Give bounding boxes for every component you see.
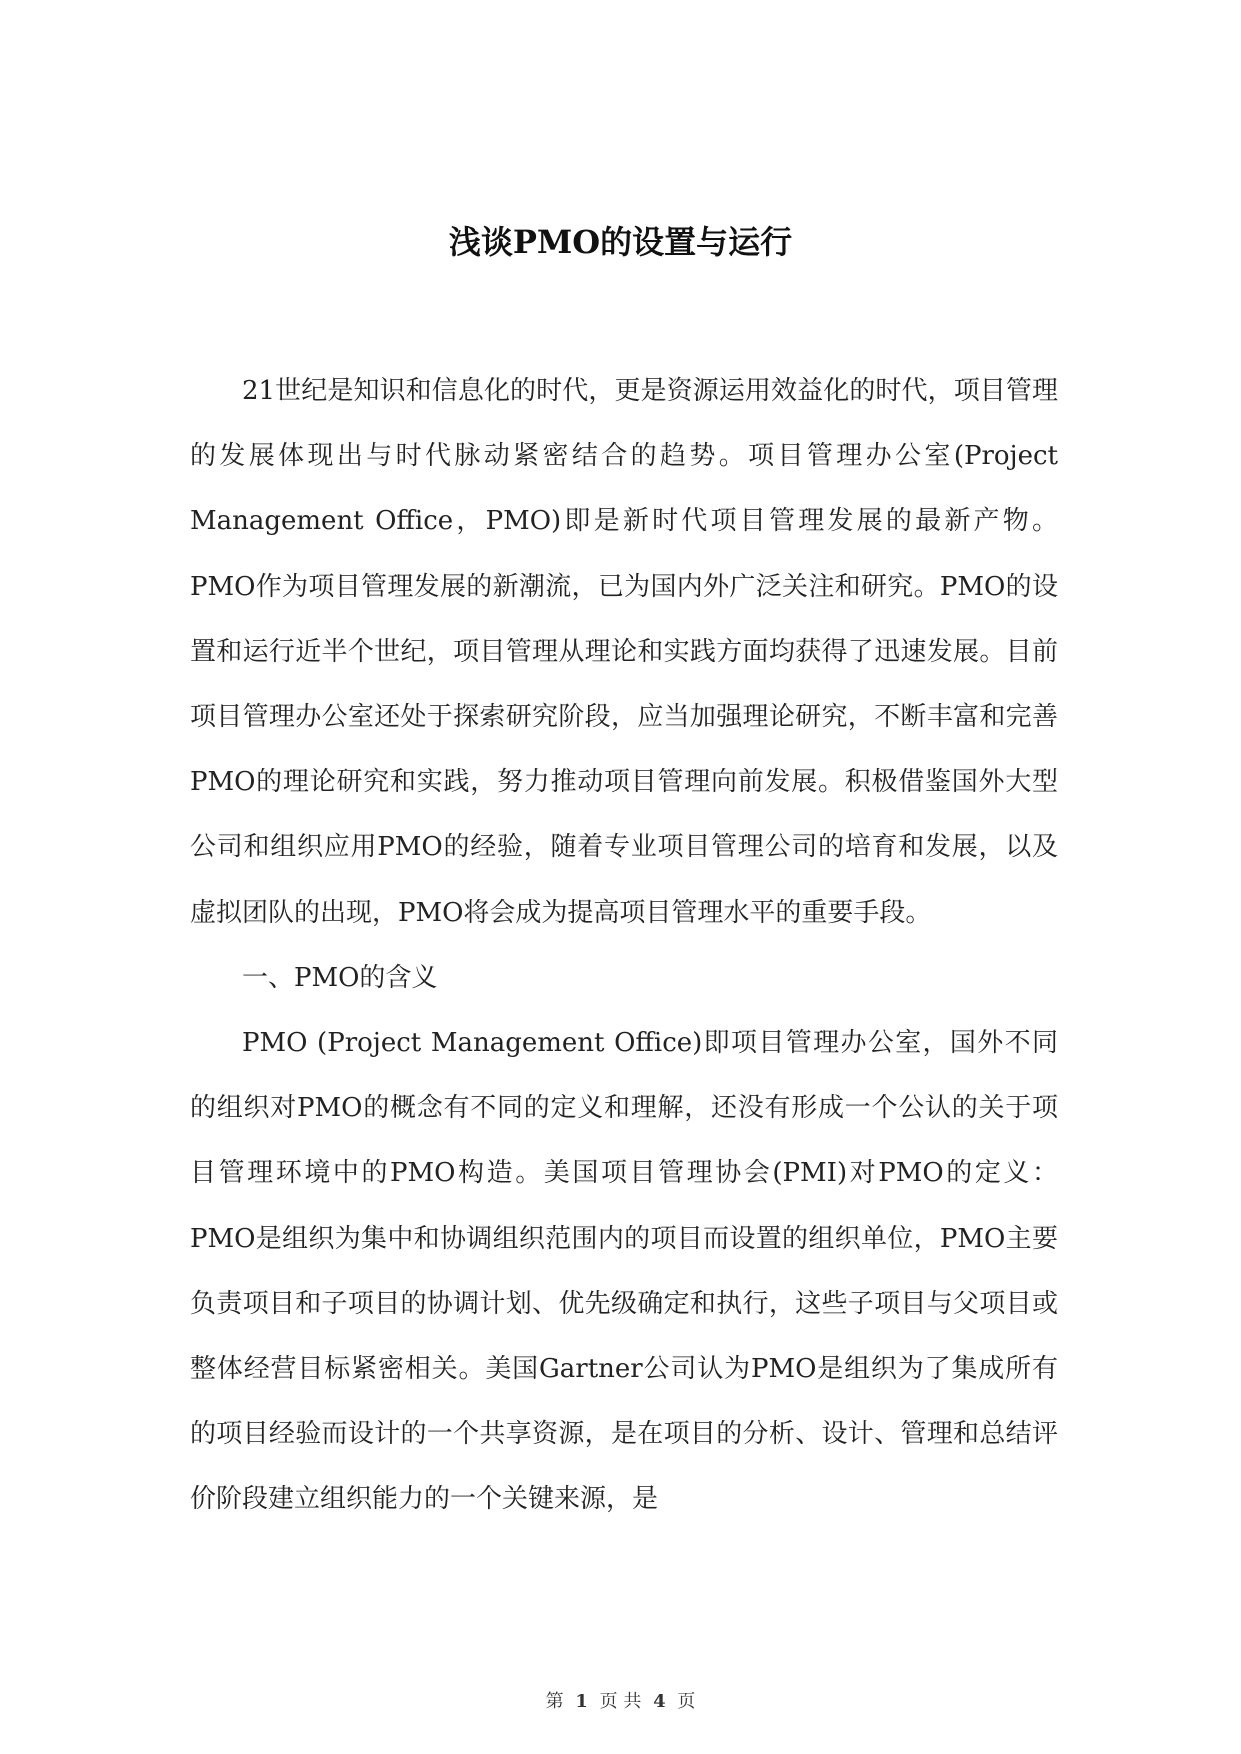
paragraph-intro: 21世纪是知识和信息化的时代，更是资源运用效益化的时代，项目管理的发展体现出与时代脉动紧密结合的趋势。项目管理办公室(Project Management Office，PMO)即是新时代项目管理发展的最新产物。PMO作为项目管理发展的新潮流，已为国内外广泛关注和研究。PMO的设置和运行近半个世纪，项目管理从理论和实践方面均获得了迅速发展。目前项目管理办公室还处于探索研究阶段，应当加强理论研究，不断丰富和完善PMO的理论研究和实践，努力推动项目管理向前发展。积极借鉴国外大型公司和组织应用PMO的经验，随着专业项目管理公司的培育和发展，以及虚拟团队的出现，PMO将会成为提高项目管理水平的重要手段。 <box>190 376 1058 928</box>
page-footer <box>0 1690 1241 1714</box>
footer-middle: 页 共 <box>599 1691 642 1712</box>
footer-prefix: 第 <box>545 1691 564 1712</box>
footer-page-number: 1 <box>575 1691 588 1712</box>
footer-suffix: 页 <box>677 1691 696 1712</box>
document-title: 浅谈PMO的设置与运行 <box>448 223 793 261</box>
document-body <box>190 359 1058 1533</box>
section-heading-pmo-meaning: 一、PMO的含义 <box>242 962 438 993</box>
paragraph-pmo-definition: PMO (Project Management Office)即项目管理办公室，国外不同的组织对PMO的概念有不同的定义和理解，还没有形成一个公认的关于项目管理环境中的PMO构造。美国项目管理协会(PMI)对PMO的定义：PMO是组织为集中和协调组织范围内的项目而设置的组织单位，PMO主要负责项目和子项目的协调计划、优先级确定和执行，这些子项目与父项目或整体经营目标紧密相关。美国Gartner公司认为PMO是组织为了集成所有的项目经验而设计的一个共享资源，是在项目的分析、设计、管理和总结评价阶段建立组织能力的一个关键来源，是 <box>190 1028 1058 1515</box>
footer-total-pages: 4 <box>653 1691 666 1712</box>
